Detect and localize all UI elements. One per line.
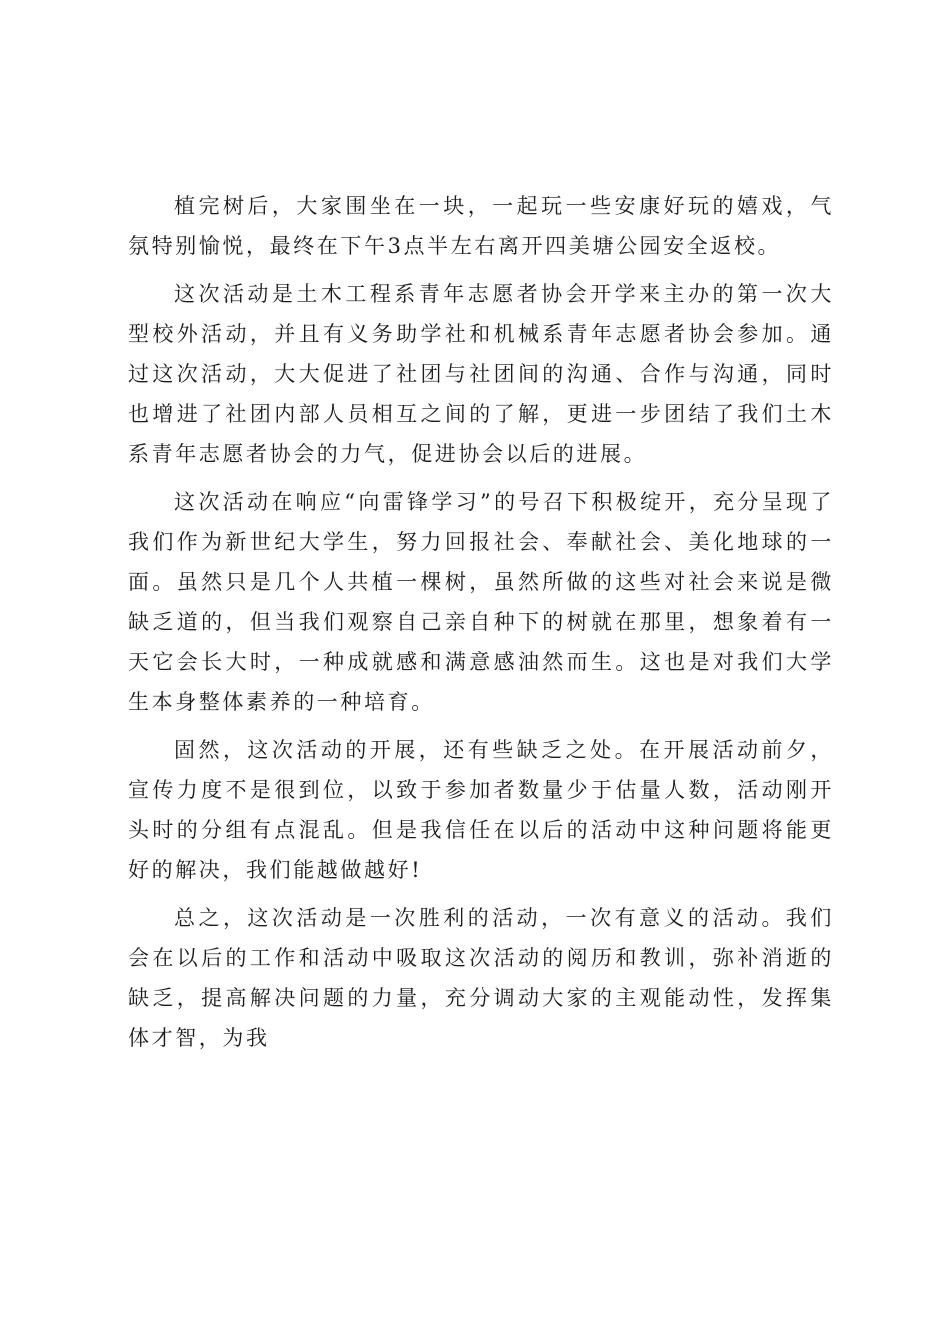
document-body: [128, 186, 834, 1066]
paragraph-1: 植完树后，大家围坐在一块，一起玩一些安康好玩的嬉戏，气氛特别愉悦，最终在下午3点半左右离开四美塘公园安全返校。: [128, 194, 834, 258]
paragraph-4: 固然，这次活动的开展，还有些缺乏之处。在开展活动前夕，宣传力度不是很到位，以致于参加者数量少于估量人数，活动刚开头时的分组有点混乱。但是我信任在以后的活动中这种问题将能更好的解决，我们能越做越好!: [128, 738, 834, 882]
paragraph-5: 总之，这次活动是一次胜利的活动，一次有意义的活动。我们会在以后的工作和活动中吸取这次活动的阅历和教训，弥补消逝的缺乏，提高解决问题的力量，充分调动大家的主观能动性，发挥集体才智，为我: [128, 906, 834, 1050]
paragraph-2: 这次活动是土木工程系青年志愿者协会开学来主办的第一次大型校外活动，并且有义务助学社和机械系青年志愿者协会参加。通过这次活动，大大促进了社团与社团间的沟通、合作与沟通，同时也增进了社团内部人员相互之间的了解，更进一步团结了我们土木系青年志愿者协会的力气，促进协会以后的进展。: [128, 282, 834, 466]
paragraph-3: 这次活动在响应“向雷锋学习”的号召下积极绽开，充分呈现了我们作为新世纪大学生，努力回报社会、奉献社会、美化地球的一面。虽然只是几个人共植一棵树，虽然所做的这些对社会来说是微缺乏道的，但当我们观察自己亲自种下的树就在那里，想象着有一天它会长大时，一种成就感和满意感油然而生。这也是对我们大学生本身整体素养的一种培育。: [128, 490, 834, 714]
